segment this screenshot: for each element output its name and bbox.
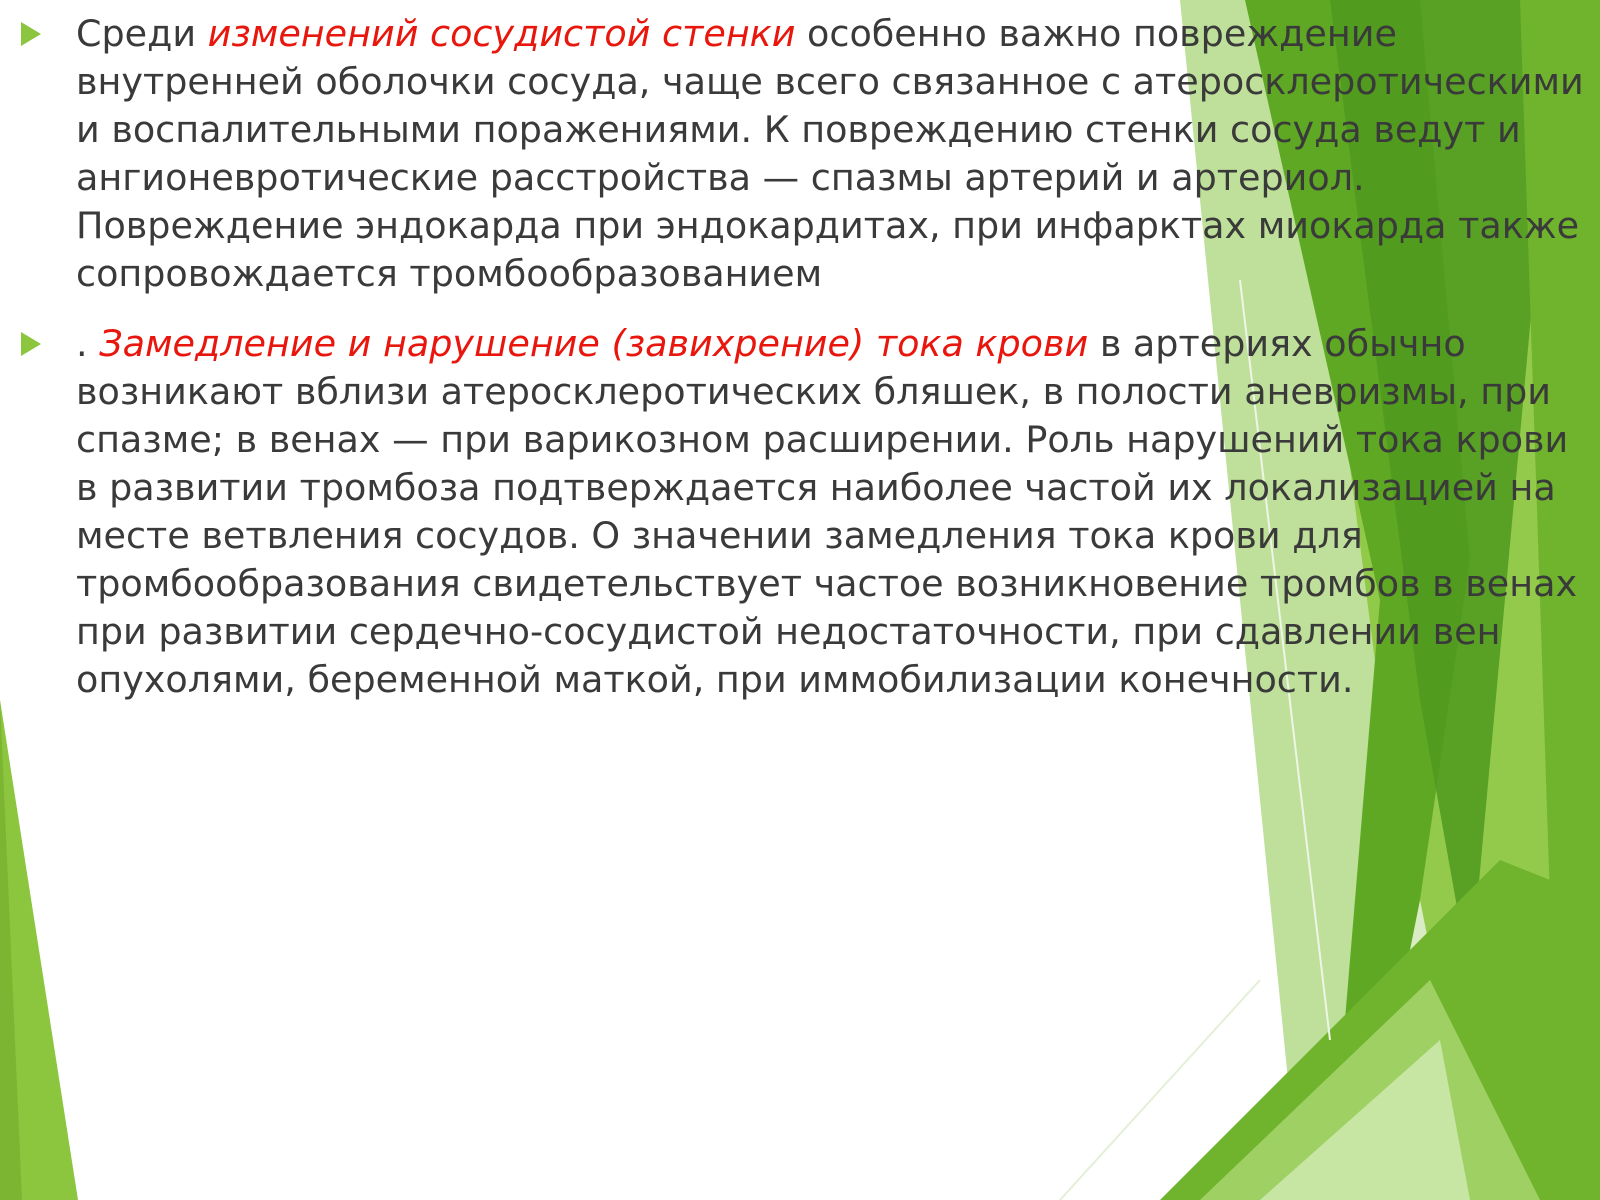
bullet-prefix: Среди	[76, 12, 208, 55]
triangle-bullet-icon	[21, 22, 41, 46]
emphasis-text: Замедление и нарушение (завихрение) тока крови	[99, 322, 1089, 365]
bullet-body: в артериях обычно возникают вблизи атеросклеротических бляшек, в полости аневризмы, при спазме; в венах — при варикозном расширении. Роль нарушений тока крови в развитии тромбоза подтверждается наиболее частой их локализацией на месте ветвления сосудов. О значении замедления тока крови для тромбообразования свидетельствует частое возникновение тромбов в венах при развитии сердечно-сосудистой недостаточности, при сдавлении вен опухолями, беременной маткой, при иммобилизации конечности.	[76, 322, 1578, 701]
emphasis-text: изменений сосудистой стенки	[207, 12, 796, 55]
bullet-body: особенно важно повреждение внутренней оболочки сосуда, чаще всего связанное с атеросклеротическими и воспалительными поражениями. К повреждению стенки сосуда ведут и ангионевротические расстройства — спазмы артерий и артериол. Повреждение эндокарда при эндокардитах, при инфарктах миокарда также сопровождается тромбообразованием	[76, 12, 1584, 295]
list-item	[16, 10, 1586, 298]
bullet-paragraph	[76, 320, 1586, 704]
list-item	[16, 320, 1586, 704]
bullet-paragraph	[76, 10, 1586, 298]
triangle-bullet-icon	[21, 332, 41, 356]
bullet-prefix: .	[76, 322, 100, 365]
bullet-list	[16, 10, 1586, 726]
